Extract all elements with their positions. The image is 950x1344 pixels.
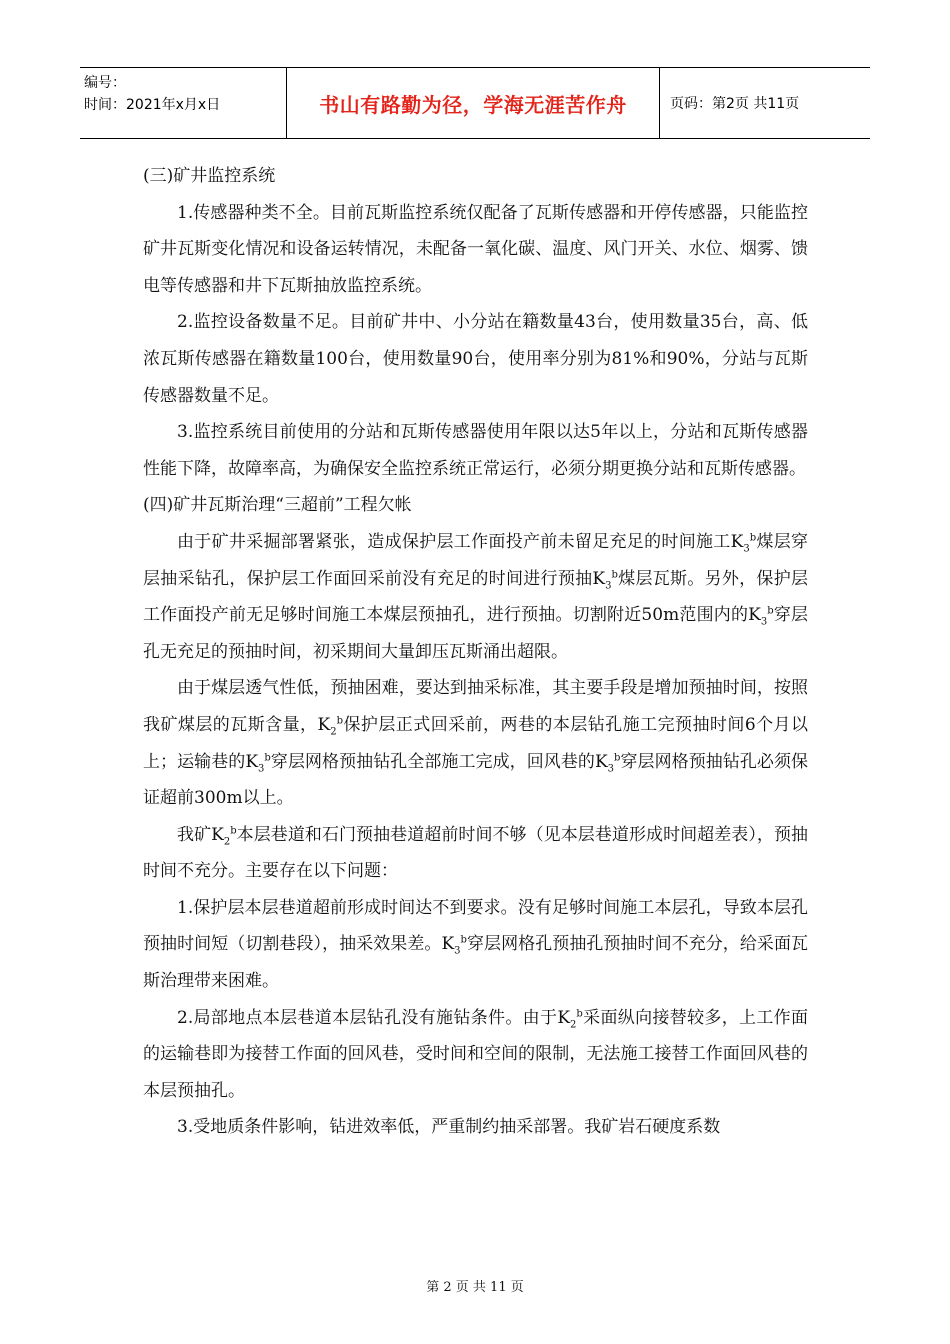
paragraph-4: 由于矿井采掘部署紧张，造成保护层工作面投产前未留足充足的时间施工$K_3^b$煤层穿层抽采钻孔，保护层工作面回采前没有充足的时间进行预抽$K_3^b$煤层瓦斯。另外，保护层工作面投产前无足够时间施工本煤层预抽孔，进行预抽。切割附近50m范围内的$K_3^b$穿层孔无充足的预抽时间，初采期间大量卸压瓦斯涌出超限。: [143, 531, 809, 662]
paragraph-5: 由于煤层透气性低，预抽困难，要达到抽采标准，其主要手段是增加预抽时间，按照我矿煤层的瓦斯含量，$K_2^b$保护层正式回采前，两巷的本层钻孔施工完预抽时间6个月以上；运输巷的$K_3^b$穿层网格预抽钻孔全部施工完成，回风巷的$K_3^b$穿层网格预抽钻孔必须保证超前300m以上。: [143, 678, 809, 809]
document-body: [143, 158, 808, 1146]
k2b-symbol: $K_2^b$: [211, 824, 237, 848]
k3b-symbol: $K_3^b$: [730, 531, 757, 555]
page-footer: 第 2 页 共 11 页: [426, 1280, 524, 1295]
k3b-symbol: $K_3^b$: [592, 568, 618, 591]
k2b-symbol: $K_2^b$: [557, 1007, 583, 1031]
k3b-symbol: $K_3^b$: [594, 751, 621, 774]
paragraph-7: 1.保护层本层巷道超前形成时间达不到要求。没有足够时间施工本层孔，导致本层孔预抽时间短（切割巷段），抽采效果差。$K_3^b$穿层网格孔预抽孔预抽时间不充分，给采面瓦斯治理带来困难。: [143, 897, 809, 992]
page-header: [80, 67, 870, 139]
k3b-symbol: $K_3^b$: [245, 751, 271, 774]
section-heading-4: (四)矿井瓦斯治理“三超前”工程欠帐: [143, 495, 412, 516]
paragraph-6: 我矿$K_2^b$本层巷道和石门预抽巷道超前时间不够（见本层巷道形成时间超差表），预抽时间不充分。主要存在以下问题：: [143, 824, 809, 882]
section-heading-3: (三)矿井监控系统: [143, 166, 276, 186]
header-meta: [80, 68, 286, 138]
k3b-symbol: $K_3^b$: [441, 934, 467, 957]
paragraph-2: 2.监控设备数量不足。目前矿井中、小分站在籍数量43台，使用数量35台，高、低浓瓦斯传感器在籍数量100台，使用数量90台，使用率分别为81%和90%，分站与瓦斯传感器数量不足。: [143, 312, 808, 406]
k2b-symbol: $K_2^b$: [317, 714, 343, 738]
paragraph-8: 2.局部地点本层巷道本层钻孔没有施钻条件。由于$K_2^b$采面纵向接替较多，上工作面的运输巷即为接替工作面的回风巷，受时间和空间的限制，无法施工接替工作面回风巷的本层预抽孔。: [143, 1007, 809, 1101]
paragraph-1: 1.传感器种类不全。目前瓦斯监控系统仅配备了瓦斯传感器和开停传感器，只能监控矿井瓦斯变化情况和设备运转情况，未配备一氧化碳、温度、风门开关、水位、烟雾、馈电等传感器和井下瓦斯抽放监控系统。: [143, 202, 808, 296]
code-label: 编号：: [84, 75, 126, 91]
header-page-info: 页码：第2页 共11页: [670, 96, 800, 112]
header-slogan: 书山有路勤为径，学海无涯苦作舟: [286, 68, 660, 138]
k3b-symbol: $K_3^b$: [748, 605, 774, 628]
time-label: 时间：2021年x月x日: [84, 97, 221, 113]
paragraph-9: 3.受地质条件影响，钻进效率低，严重制约抽采部署。我矿岩石硬度系数: [177, 1117, 721, 1138]
paragraph-3: 3.监控系统目前使用的分站和瓦斯传感器使用年限以达5年以上，分站和瓦斯传感器性能下降，故障率高，为确保安全监控系统正常运行，必须分期更换分站和瓦斯传感器。: [143, 422, 808, 479]
